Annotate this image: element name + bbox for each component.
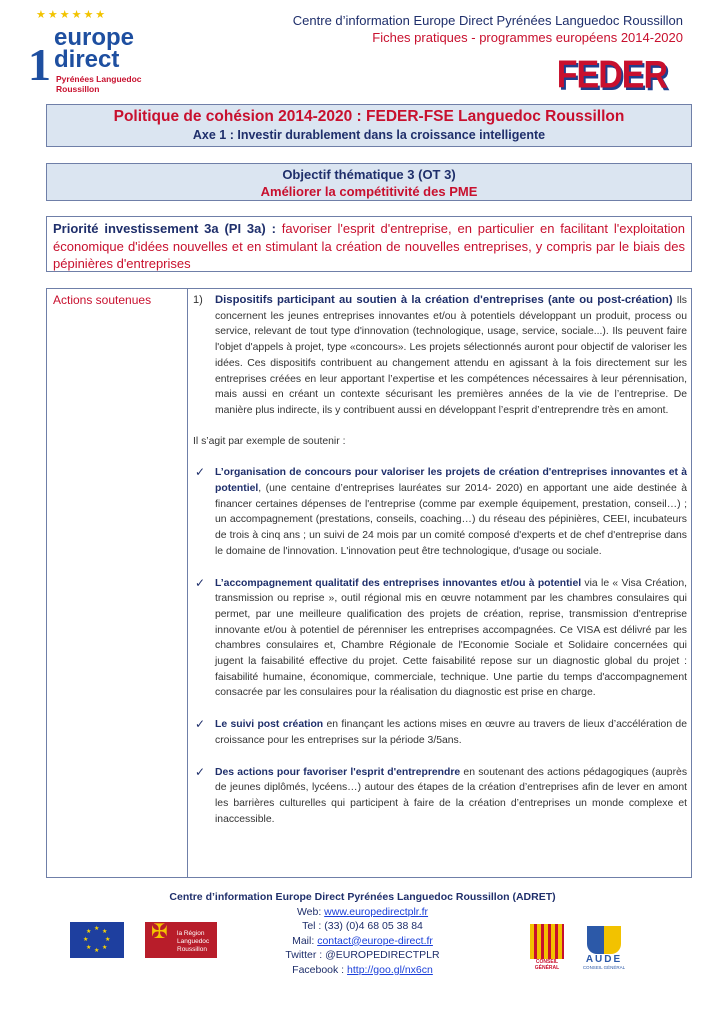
bullet-heading: L’organisation de concours pour valoriser les projets de création d'entreprises innovantes et à potentiel	[215, 467, 687, 495]
bullet-text: via le « Visa Création, transmission ou reprise », outil régional mis en œuvre notamment par les chambres consulaires qui permet, par une meilleure qualification des projets de création, reprise, transmission d'entreprise innovante et/ou à potentiel de pérenniser les entreprises accompagnées. Ce VISA est délivré par les chambres consulaires et, Chambre Régionale de l'Economie Sociale et Solidaire concernées qui jugent la faisabilité effective du projet. Cette faisabilité repose sur un diagnostic global du projet : faisabilité humaine, économique, commerciale, technique. Une partie du temps d'accompagnement consacrée par les consulaires pour la réalisation du diagnostic est prise en charge.	[215, 577, 687, 699]
bullet-heading: Des actions pour favoriser l'esprit d'entreprendre	[215, 766, 461, 778]
footer-tel: Tel : (33) (0)4 68 05 38 84	[302, 920, 423, 932]
aude-shield-icon	[587, 926, 621, 954]
checkmark-icon: ✓	[195, 717, 206, 732]
title-box	[46, 104, 692, 147]
region-logo-text: la Région Languedoc Roussillon	[177, 930, 210, 953]
feder-logo: FEDER	[556, 53, 667, 97]
footer-web	[0, 905, 725, 920]
logo-word-direct: direct	[54, 46, 120, 73]
logo-word-europe: europe	[54, 24, 135, 51]
bullet-heading: Le suivi post création	[215, 719, 324, 731]
footer-facebook-label: Facebook :	[292, 963, 348, 976]
page-title: Politique de cohésion 2014-2020 : FEDER-FSE Languedoc Roussillon	[113, 108, 625, 125]
list-item	[193, 765, 687, 828]
priority-text: favoriser l'esprit d'entreprise, en particulier en facilitant l'exploitation économique d'idées nouvelles et en stimulant la création de nouvelles entreprises, y compris par le biais des pépinières d'entreprises	[53, 221, 685, 271]
header-info	[293, 12, 683, 46]
item-paragraph	[215, 293, 687, 419]
mail-link[interactable]: contact@europe-direct.fr	[317, 934, 433, 947]
page-subtitle: Axe 1 : Investir durablement dans la croissance intelligente	[192, 128, 546, 142]
header-centre-name: Centre d’information Europe Direct Pyrénées Languedoc Roussillon	[292, 13, 683, 28]
bullet-text: en soutenant des actions pédagogiques (auprès de jeunes diplômés, lycéens…) autour des étapes de la création d’entreprises afin de lever en amont les barrières culturelles qui participent à faire de la création d’entreprises un monde complexe et inaccessible.	[215, 766, 688, 825]
aude-logo	[580, 926, 628, 972]
actions-table	[46, 288, 692, 878]
region-logo	[145, 922, 217, 958]
logo-region: Pyrénées Languedoc Roussillon	[56, 74, 142, 94]
europe-direct-logo	[26, 8, 176, 98]
examples-intro: Il s’agit par exemple de soutenir :	[193, 435, 346, 447]
item-heading: Dispositifs participant au soutien à la création d'entreprises (ante ou post-création)	[215, 294, 673, 306]
footer-mail-label: Mail:	[292, 934, 318, 947]
bullet-text: , (une centaine d’entreprises lauréates sur 2014- 2020) en apportant une aide destinée à financer certaines dépenses de l'entreprise (comme par exemple équipement, prestation, conseil…) ; un accompagnement (prestations, conseils, coaching…) du réseau des pépinières, CEEI, incubateurs de trois à cinq ans ; un suivi de 24 mois par un comité composé d'experts et de chef d'entreprise dans le domaine de l'innovation. L'innovation peut être technologique, d'usage ou sociale.	[215, 483, 687, 557]
facebook-link[interactable]: http://goo.gl/nx6cn	[347, 963, 433, 976]
footer-title: Centre d’information Europe Direct Pyrénées Languedoc Roussillon (ADRET)	[169, 891, 556, 903]
bullet-heading: L’accompagnement qualitatif des entreprises innovantes et/ou à potentiel	[215, 577, 582, 589]
eu-stars-icon: ★★★★★★	[36, 9, 108, 21]
item-text: Ils concernent les jeunes entreprises innovantes et/ou à potentiels développant un produit, process ou service, relevant de tout type d'innovation (technologique, usage, service, sociale...). Ils peuvent faire l'objet d'appels à projet, type «concours». Les projets sélectionnés auront pour objectif de valoriser les idées. Ces dispositifs contribuent au changement attendu en agissant à la fois directement sur les entreprises créées en leur apportant l’expertise et les compétences nécessaires à leur pérennisation, mais aussi en créant un contexte sécurisant les premières années de la vie de l’entreprise. De manière plus indirecte, ils y contribuent aussi en développant l’esprit d’entreprendre très en amont.	[215, 295, 687, 416]
occitan-cross-icon: ✠	[151, 921, 168, 943]
footer-web-label: Web:	[296, 905, 325, 918]
checkmark-icon: ✓	[195, 575, 206, 590]
list-item	[193, 465, 687, 559]
item-number: 1)	[193, 294, 203, 306]
priority-lead: Priorité investissement 3a (PI 3a) :	[53, 221, 276, 236]
conseil-general-logo	[530, 924, 564, 970]
checkmark-icon: ✓	[195, 764, 206, 779]
checkmark-icon: ✓	[195, 465, 206, 480]
objective-title: Améliorer la compétitivité des PME	[260, 184, 478, 199]
aude-name: AUDE	[585, 954, 623, 965]
logo-one-mark: 1	[28, 39, 51, 90]
actions-label: Actions soutenues	[53, 293, 152, 307]
aude-sub: CONSEIL GÉNÉRAL	[582, 965, 626, 970]
actions-content	[193, 293, 687, 827]
list-item	[193, 717, 687, 748]
conseil-general-label: CONSEIL GÉNÉRAL	[530, 959, 564, 971]
bullet-text: en finançant les actions mises en œuvre au travers de lieux d’accélération de croissance pour les entreprises sur la période 3/5ans.	[215, 719, 687, 746]
header-series: Fiches pratiques - programmes européens 2014-2020	[372, 30, 683, 45]
web-link[interactable]: www.europedirectplr.fr	[324, 905, 429, 918]
priority-box	[46, 216, 692, 272]
footer-twitter: Twitter : @EUROPEDIRECTPLR	[285, 949, 440, 961]
list-item	[193, 576, 687, 702]
objective-box	[46, 163, 692, 201]
table-divider	[187, 289, 188, 877]
objective-code: Objectif thématique 3 (OT 3)	[282, 167, 456, 182]
eu-flag-icon: ★ ★ ★ ★ ★ ★ ★ ★	[70, 922, 124, 958]
